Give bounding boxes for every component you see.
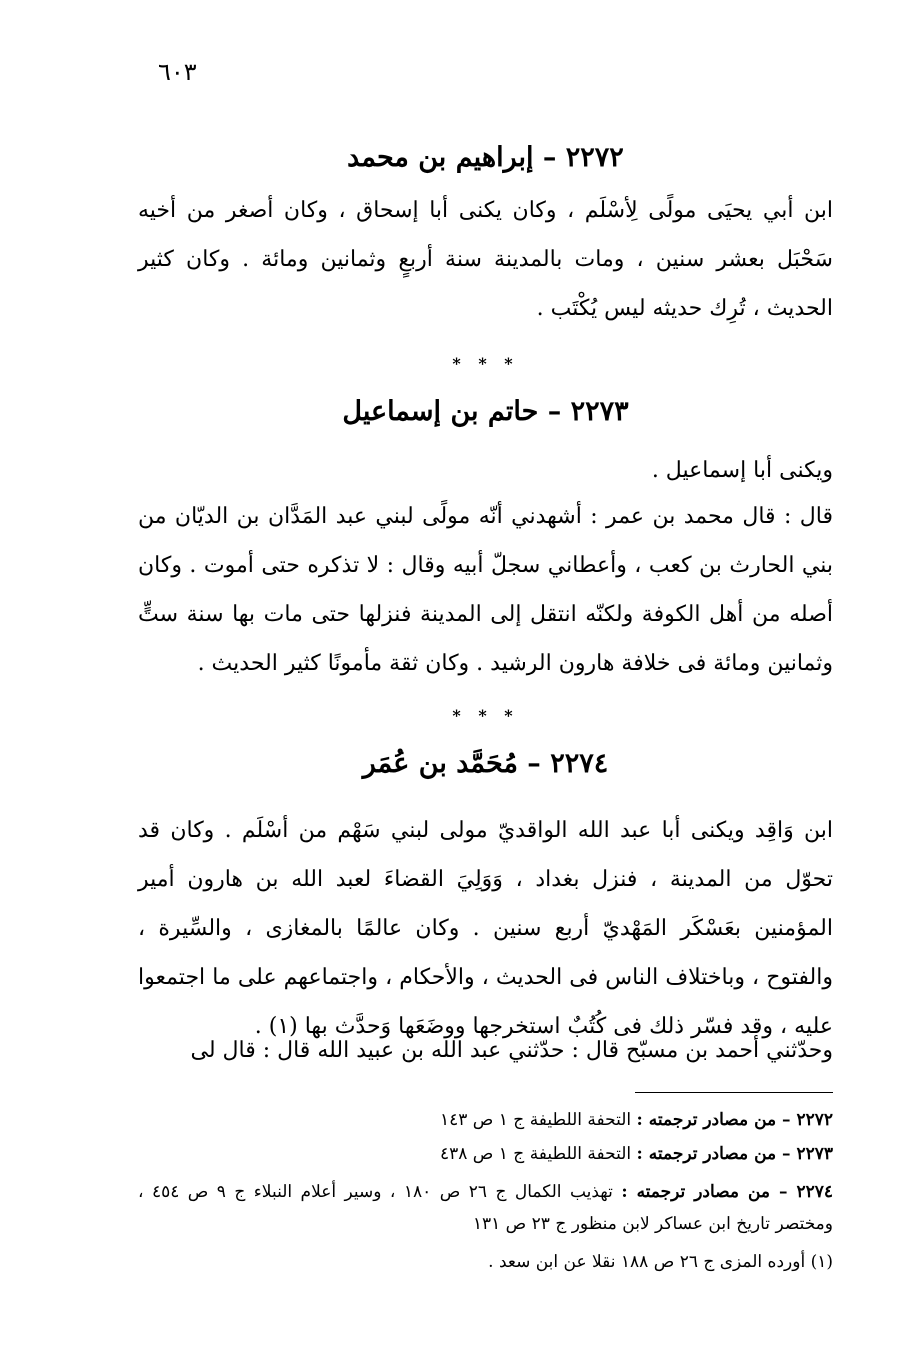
footnote-2273 [138, 1138, 833, 1170]
footnote-1 [138, 1246, 833, 1278]
entry-2274-paragraph-1: ابن وَاقِد ويكنى أبا عبد الله الواقديّ مولى لبني سَهْم من أسْلَم . وكان قد تحوّل من المدينة ، فنزل بغداد ، وَوَلِيَ القضاءَ لعبد الله بن هارون أمير المؤمنين بعَسْكَر المَهْديّ أربع سنين . وكان عالمًا بالمغازى ، والسِّيرة ، والفتوح ، وباختلاف الناس فى الحديث ، والأحكام ، واجتماعهم على ما اجتمعوا عليه ، وقد فسّر ذلك فى كُتُبٌ استخرجها ووضَعَها وَحدَّث بها (١) . [138, 818, 833, 1039]
footnote-head: ٢٢٧٢ – من مصادر ترجمته : [636, 1110, 833, 1130]
entry-title-2272: ٢٢٧٢ – إبراهيم بن محمد [347, 142, 624, 173]
section-separator: * * * [452, 354, 519, 373]
entry-2273-paragraph-1: ويكنى أبا إسماعيل . [651, 458, 833, 483]
entry-2272-paragraph: ابن أبي يحيَى مولًى لِأسْلَم ، وكان يكنى أبا إسحاق ، وكان أصغر من أخيه سَحْبَل بعشر سنين ، ومات بالمدينة سنة أربعٍ وثمانين ومائة . وكان كثير الحديث ، تُرِك حديثه ليس يُكْتَب . [138, 198, 833, 321]
footnote-head: ٢٢٧٤ – من مصادر ترجمته : [621, 1182, 833, 1202]
footnote-text: (١) أورده المزى ج ٢٦ ص ١٨٨ نقلا عن ابن سعد . [488, 1252, 833, 1272]
footnote-text: التحفة اللطيفة ج ١ ص ١٤٣ [439, 1110, 632, 1130]
footnote-head: ٢٢٧٣ – من مصادر ترجمته : [636, 1144, 833, 1164]
page [138, 0, 833, 1351]
footnote-2272 [138, 1104, 833, 1136]
section-separator: * * * [452, 706, 519, 725]
footnote-2274 [138, 1176, 833, 1240]
footnote-text: التحفة اللطيفة ج ١ ص ٤٣٨ [439, 1144, 632, 1164]
page-number: ٦٠٣ [158, 58, 197, 86]
entry-2273-paragraph-2: قال : قال محمد بن عمر : أشهدني أنّه مولًى لبني عبد المَدَّان بن الديّان من بني الحارث بن كعب ، وأعطاني سجلّ أبيه وقال : لا تذكره حتى أموت . وكان أصله من أهل الكوفة ولكنّه انتقل إلى المدينة فنزلها حتى مات بها سنة ستٍّ وثمانين ومائة فى خلافة هارون الرشيد . وكان ثقة مأمونًا كثير الحديث . [138, 504, 833, 676]
entry-title-2273: ٢٢٧٣ – حاتم بن إسماعيل [342, 396, 629, 427]
entry-2274-paragraph-2: وحدّثني أحمد بن مسبّح قال : حدّثني عبد الله بن عبيد الله قال : قال لى [190, 1038, 833, 1063]
footnote-rule [635, 1092, 833, 1093]
entry-title-2274: ٢٢٧٤ – مُحَمَّد بن عُمَر [362, 748, 609, 779]
footnote-text: تهذيب الكمال ج ٢٦ ص ١٨٠ ، وسير أعلام النبلاء ج ٩ ص ٤٥٤ ، ومختصر تاريخ ابن عساكر لابن منظور ج ٢٣ ص ١٣١ [138, 1182, 833, 1234]
